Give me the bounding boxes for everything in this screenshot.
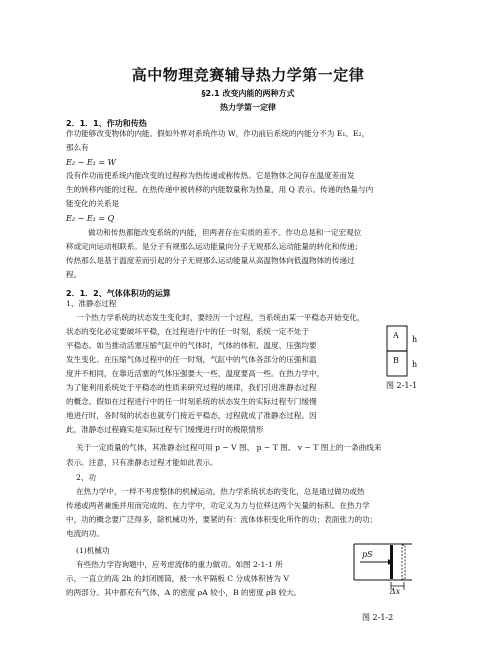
heading-2-1-1: 2．1．1、作功和传热 [66, 119, 147, 128]
para3-line1: 做功和传热都能改变系统的内能，但两者存在实质的差不。作功总是和一定宏观位 [88, 228, 362, 237]
quasi-line5: 度并不相同，在靠近活塞的气体压强要大一些，温度要高一些。在热力学中， [66, 369, 325, 378]
quasi-line2: 状态的变化必定要破坏平稳，在过程进行中的任一时刻，系统一定不处于 [66, 327, 309, 336]
quasi-line11: 表示。注意，只有准静态过程才能如此表示。 [66, 458, 218, 467]
heading-mechanical-work: (1)机械功 [76, 546, 110, 555]
para2-line3: 能变化的关系是 [66, 199, 120, 208]
quasi-line6: 为了能利用系统处于平稳态的性质来研究过程的规律，我们引进准静态过程 [66, 383, 317, 392]
quasi-line4: 发生变化。在压缩气体过程中的任一时刻，气缸中的气体各部分的压强和温 [66, 355, 317, 364]
work-line2: 传递或两者兼施并用而完成的。在力学中，功定义为力与位移这两个矢量的标积。在热力学 [66, 501, 370, 510]
fig1-label-a: A [393, 331, 399, 340]
fig1-label-h-lower: h [412, 360, 418, 369]
quasi-line1: 一个热力学系统的状态发生变化时，要经历一个过程，当系统由某一平稳态开始变化， [76, 313, 365, 322]
fig2-label-ps: pS [362, 550, 373, 559]
mech-line2: 示，一直立的高 2h 的封闭圆筒，被一水平隔板 C 分成体积皆为 V [66, 574, 289, 583]
work-line1: 在热力学中，一样不考虑整体的机械运动。热力学系统状态的变化，总是通过做功或热 [76, 487, 365, 496]
para3-line4: 程。 [66, 270, 82, 279]
para2-line1: 没有作功而使系统内能改变的过程称为热传递或称传热。它是物体之间存在温度差而发 [66, 171, 355, 180]
para3-line2: 移或定向运动相联系。是分子有规那么运动能量向分子无规那么运动能量的转化和传递； [66, 242, 363, 251]
quasi-line10: 关于一定质量的气体，其准静态过程可用 p − V 图、 p − T 图、 v − T 图上的一条曲线来 [76, 443, 382, 452]
heading-work: 2、功 [76, 473, 97, 482]
fig1-label-h-upper: h [412, 335, 418, 344]
work-line4: 电流的功。 [66, 529, 104, 538]
page-title: 高中物理竞赛辅导热力学第一定律 [131, 66, 365, 84]
equation-work: E₂ − E₁ = W [66, 158, 116, 167]
section-subtitle: 热力学第一定律 [220, 103, 276, 112]
quasi-line3: 平稳态。如当推动活塞压缩气缸中的气体时，气体的体积、温度、压强均要 [66, 341, 317, 350]
fig2-label-dx: Δx [390, 587, 401, 596]
fig1-label-b: B [393, 356, 399, 365]
para1-line1: 作功能够改变物体的内能。假如外界对系统作功 W，作功前后系统的内能分不为 E₁、E₂， [66, 129, 370, 138]
fig2-caption: 图 2-1-2 [362, 613, 394, 622]
equation-heat: E₂ − E₁ = Q [66, 214, 115, 223]
mech-line1: 有些热力学咨询题中，应考虑流体的重力做功。如图 2-1-1 所 [76, 560, 283, 569]
quasi-line9: 此，准静态过程确实是实际过程专门缓慢进行时的极限情形 [66, 425, 264, 434]
para3-line3: 传热那么是基于温度差而引起的分子无规那么运动能量从高温物体向低温物体的传递过 [66, 256, 355, 265]
para2-line2: 生的转移内能的过程。在热传递中被转移的内能数量称为热量，用 Q 表示。传递的热量与内 [66, 185, 374, 194]
section-heading: §2.1 改变内能的两种方式 [201, 89, 295, 98]
quasi-line7: 的概念。假如在过程进行中的任一时刻系统的状态发生的实际过程专门缓慢 [66, 397, 317, 406]
fig1-caption: 图 2-1-1 [386, 381, 418, 390]
heading-quasi-static: 1、准静态过程 [66, 299, 117, 308]
para1-line2: 那么有 [66, 143, 89, 152]
figure-2-1-2 [350, 540, 440, 600]
mech-line3: 的两部分。其中都充有气体，A 的密度 ρA 较小，B 的密度 ρB 较大。 [66, 588, 302, 597]
work-line3: 中，功的概念要广泛得多，除机械功外，要紧的有：流体体积变化所作的功；表面张力的功； [66, 515, 378, 524]
quasi-line8: 地进行时，各时刻的状态也就专门接近平稳态，过程就成了准静态过程。因 [66, 411, 317, 420]
heading-2-1-2: 2．1．2、气体体积功的运算 [66, 289, 171, 298]
